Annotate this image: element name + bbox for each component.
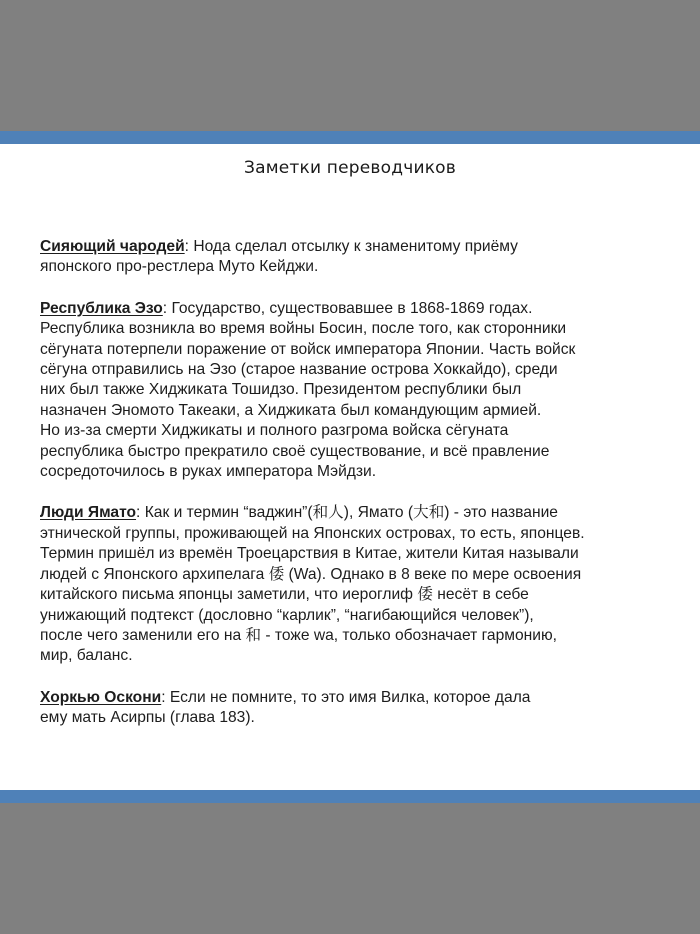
note-horkew-oskoni [40, 688, 670, 729]
note-line [40, 299, 670, 319]
note-separator: : [184, 238, 194, 255]
note-term: Люди Ямато [40, 504, 137, 522]
note-text: Нода сделал отсылку к знаменитому приёму [193, 238, 518, 255]
top-margin [0, 0, 700, 131]
note-yamato-people [40, 503, 670, 666]
note-text: Если не помните, то это имя Вилка, которое дала [169, 688, 531, 706]
note-line: сёгуна отправились на Эзо (старое название острова Хоккайдо), среди [40, 361, 558, 379]
note-line: мир, баланс. [40, 647, 133, 665]
note-term: Республика Эзо [40, 299, 163, 317]
note-line: республика быстро прекратило своё существование, и всё правление [40, 442, 550, 460]
note-line: назначен Эномото Такеаки, а Хиджиката был командующим армией. [40, 401, 542, 419]
notes-list [40, 237, 670, 750]
note-term: Хоркью Оскони [40, 688, 162, 706]
page-title: Заметки переводчиков [243, 158, 456, 178]
note-line [40, 503, 670, 523]
note-ezo-republic [40, 299, 670, 483]
note-shining-sorcerer [40, 237, 670, 278]
note-line: Термин пришёл из времён Троецарствия в Китае, жители Китая называли [40, 545, 579, 563]
bottom-margin [0, 803, 700, 934]
note-line: сёгуната потерпели поражение от войск императора Японии. Часть войск [40, 340, 576, 358]
translator-notes-page [0, 144, 700, 790]
note-line: ему мать Асирпы (глава 183). [40, 709, 255, 727]
note-separator: : [162, 299, 172, 317]
note-separator: : [161, 688, 170, 706]
note-line: после чего заменили его на 和 - тоже wa, только обозначает гармонию, [40, 626, 558, 644]
note-term: Сияющий чародей [40, 238, 185, 255]
note-line: японского про-рестлера Муто Кейджи. [40, 258, 319, 276]
note-line: китайского письма японцы заметили, что иероглиф 倭 несёт в себе [40, 586, 529, 604]
note-line [40, 237, 670, 257]
note-line [40, 688, 670, 708]
note-line: Республика возникла во время войны Босин, после того, как сторонники [40, 320, 567, 338]
note-line: сосредоточилось в руках императора Мэйдзи. [40, 463, 377, 481]
bottom-border-stripe [0, 790, 700, 803]
note-line: них был также Хиджиката Тошидзо. Президентом республики был [40, 381, 522, 399]
top-border-stripe [0, 131, 700, 144]
note-text: Государство, существовавшее в 1868-1869 годах. [171, 299, 533, 317]
note-line: людей с Японского архипелага 倭 (Wa). Однако в 8 веке по мере освоения [40, 565, 582, 583]
note-line: Но из-за смерти Хиджикаты и полного разгрома войска сёгуната [40, 422, 509, 440]
note-separator: : [136, 504, 145, 522]
note-line: этнической группы, проживающей на Японских островах, то есть, японцев. [40, 524, 585, 542]
note-line: унижающий подтекст (дословно “карлик”, “нагибающийся человек”), [40, 606, 534, 624]
note-text: Как и термин “ваджин”(和人), Ямато (大和) - это название [144, 504, 558, 522]
